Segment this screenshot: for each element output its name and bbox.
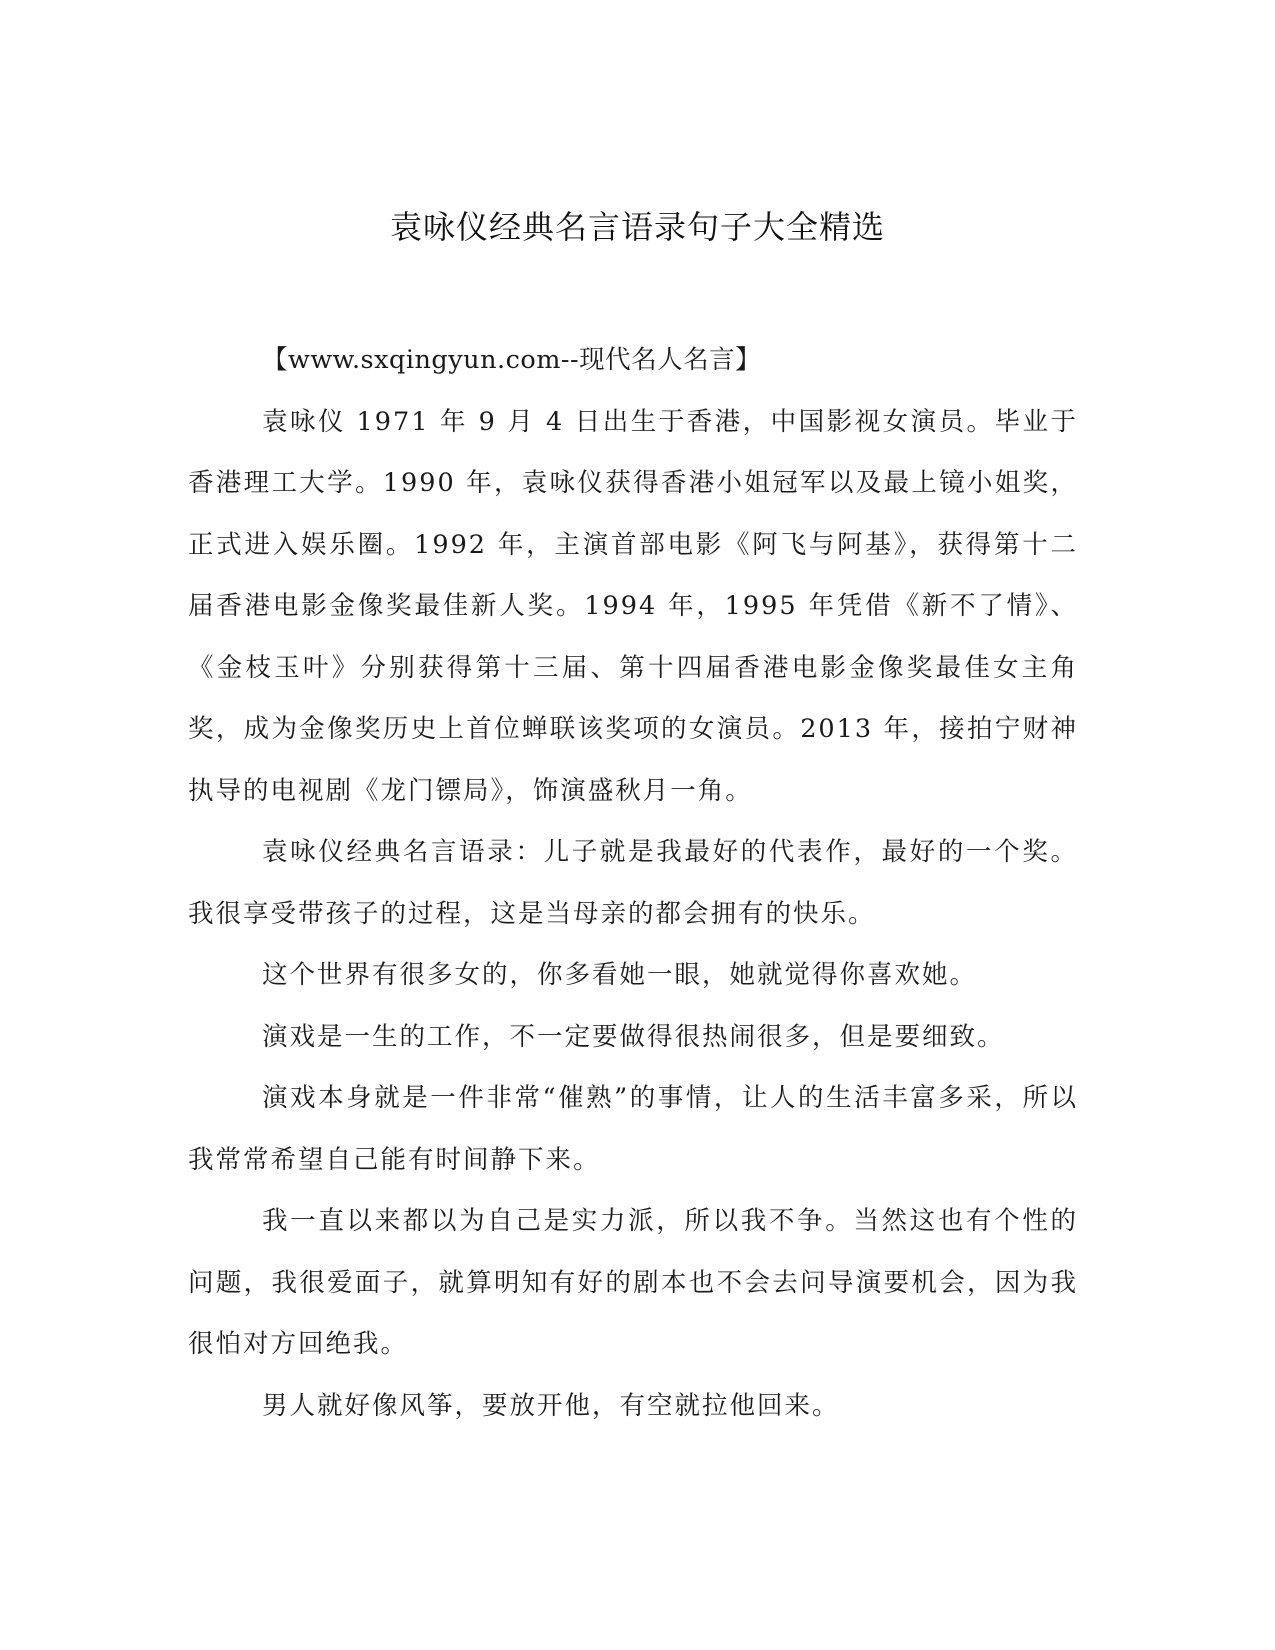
- paragraph-quote-world: 这个世界有很多女的，你多看她一眼，她就觉得你喜欢她。: [262, 960, 978, 990]
- source-line: 【www.sxqingyun.com--现代名人名言】: [262, 345, 762, 375]
- paragraph-quote-kite: 男人就好像风筝，要放开他，有空就拉他回来。: [262, 1390, 840, 1421]
- paragraph-quote-son: 袁咏仪经典名言语录：儿子就是我最好的代表作，最好的一个奖。我很享受带孩子的过程，这是当母亲的都会拥有的快乐。: [188, 837, 1078, 929]
- paragraph-biography: 袁咏仪 1971 年 9 月 4 日出生于香港，中国影视女演员。毕业于香港理工大学。1990 年，袁咏仪获得香港小姐冠军以及最上镜小姐奖，正式进入娱乐圈。1992 年，主演首部电影《阿飞与阿基》，获得第十二届香港电影金像奖最佳新人奖。1994 年，1995 年凭借《新不了情》、《金枝玉叶》分别获得第十三届、第十四届香港电影金像奖最佳女主角奖，成为金像奖历史上首位蝉联该奖项的女演员。2013 年，接拍宁财神执导的电视剧《龙门镖局》，饰演盛秋月一角。: [188, 406, 1078, 806]
- paragraph-quote-acting-work: 演戏是一生的工作，不一定要做得很热闹很多，但是要细致。: [262, 1021, 1005, 1052]
- paragraph-quote-acting-mature: 演戏本身就是一件非常“催熟”的事情，让人的生活丰富多采，所以我常常希望自己能有时间静下来。: [188, 1083, 1078, 1175]
- document-body: [188, 330, 1078, 1437]
- document-title: 袁咏仪经典名言语录句子大全精选: [389, 208, 885, 246]
- paragraph-quote-strength: 我一直以来都以为自己是实力派，所以我不争。当然这也有个性的问题，我很爱面子，就算明知有好的剧本也不会去问导演要机会，因为我很怕对方回绝我。: [188, 1206, 1078, 1359]
